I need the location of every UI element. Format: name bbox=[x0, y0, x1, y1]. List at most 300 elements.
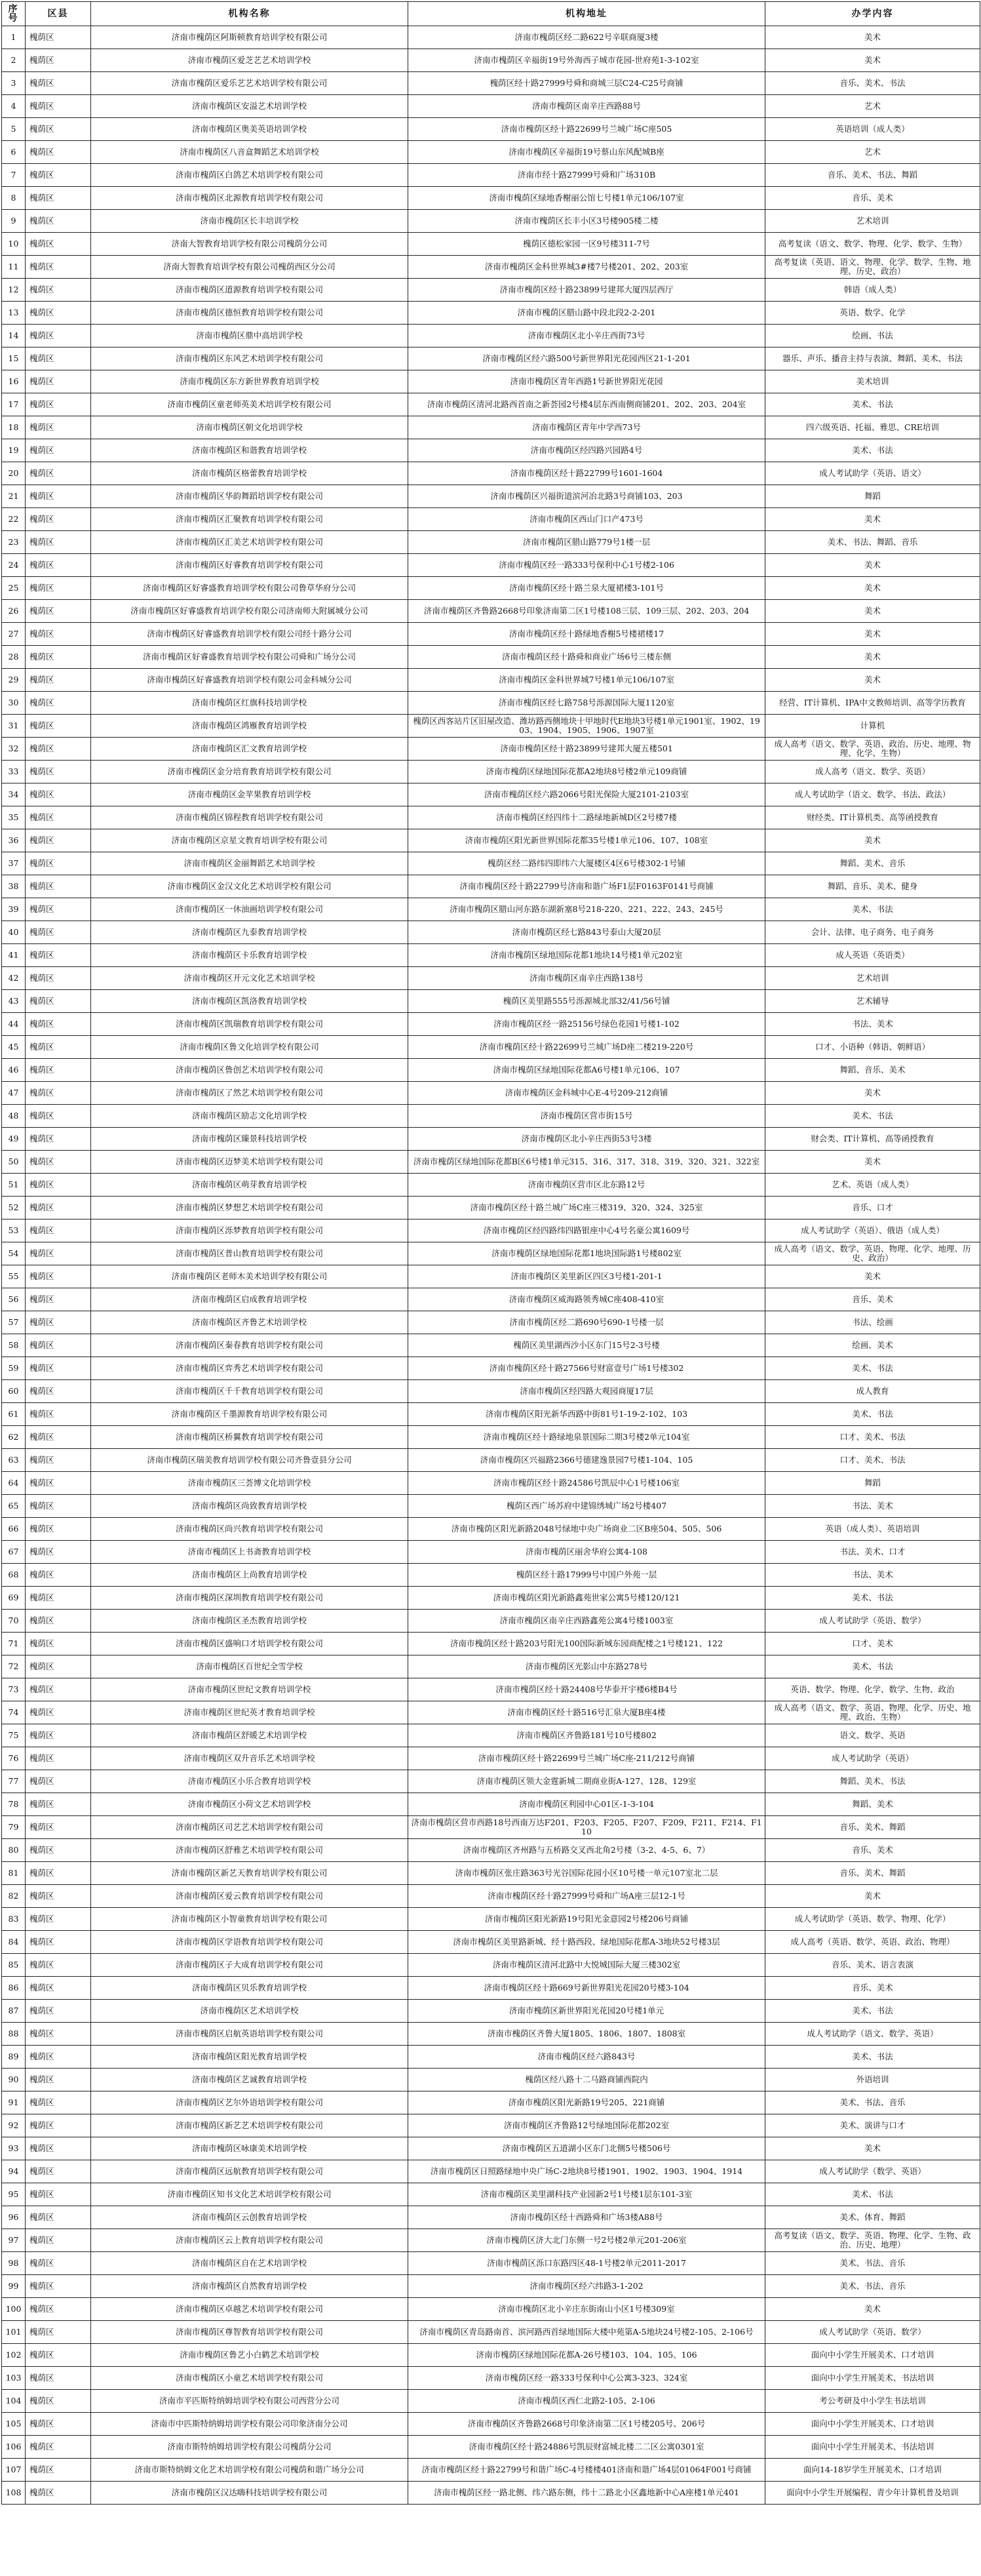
cell-index: 36 bbox=[2, 829, 26, 852]
table-row bbox=[2, 2137, 980, 2160]
cell-course-content: 成人考试助学（数学、英语） bbox=[765, 2160, 980, 2183]
cell-district: 槐荫区 bbox=[26, 2413, 91, 2436]
table-row bbox=[2, 1839, 980, 1862]
cell-index: 34 bbox=[2, 783, 26, 806]
table-row bbox=[2, 967, 980, 990]
table-row bbox=[2, 1449, 980, 1472]
cell-course-content: 绘画、美术 bbox=[765, 1334, 980, 1357]
cell-district: 槐荫区 bbox=[26, 554, 91, 577]
cell-district: 槐荫区 bbox=[26, 233, 91, 256]
cell-district: 槐荫区 bbox=[26, 279, 91, 302]
cell-course-content: 艺术、英语（成人类） bbox=[765, 1174, 980, 1197]
cell-course-content: 艺术 bbox=[765, 95, 980, 118]
cell-institution-name: 济南市中匹斯特纳姆培训学校有限公司印象济南分公司 bbox=[91, 2413, 408, 2436]
cell-course-content: 书法、美术 bbox=[765, 1495, 980, 1518]
cell-district: 槐荫区 bbox=[26, 1587, 91, 1610]
cell-district: 槐荫区 bbox=[26, 715, 91, 738]
cell-institution-address: 济南市槐荫区美里湖科技产业园新2号1号楼1层东101-3室 bbox=[408, 2183, 765, 2206]
cell-course-content: 成人考试助学（英语）、俄语（成人类） bbox=[765, 1219, 980, 1242]
cell-course-content: 音乐、美术、舞蹈 bbox=[765, 1816, 980, 1839]
cell-district: 槐荫区 bbox=[26, 118, 91, 141]
cell-course-content: 考公考研及中小学生书法培训 bbox=[765, 2390, 980, 2413]
cell-index: 99 bbox=[2, 2275, 26, 2298]
cell-index: 31 bbox=[2, 715, 26, 738]
cell-institution-name: 济南市槐荫区司艺艺术培训学校有限公司 bbox=[91, 1816, 408, 1839]
cell-course-content: 成人考试助学（英语、语文） bbox=[765, 462, 980, 485]
cell-institution-name: 济南市槐荫区锦程教育培训学校有限公司 bbox=[91, 806, 408, 829]
cell-index: 13 bbox=[2, 302, 26, 325]
cell-institution-address: 济南市槐荫区北小辛庄西街73号 bbox=[408, 325, 765, 347]
cell-index: 72 bbox=[2, 1655, 26, 1678]
cell-institution-address: 济南市槐荫区阳光新路2048号绿地中央广场商业二区B座504、505、506 bbox=[408, 1518, 765, 1541]
table-row bbox=[2, 990, 980, 1013]
cell-institution-address: 济南市槐荫区绿地国际花都A-26号楼103、104、105、106 bbox=[408, 2344, 765, 2367]
cell-institution-name: 济南市槐荫区百世纪全雪学校 bbox=[91, 1655, 408, 1678]
cell-course-content: 英语培训（成人类） bbox=[765, 118, 980, 141]
cell-institution-name: 济南市槐荫区梦想艺术培训学校有限公司 bbox=[91, 1197, 408, 1219]
cell-institution-name: 济南市槐荫区双升音乐艺术培训学校 bbox=[91, 1747, 408, 1770]
cell-institution-name: 济南市槐荫区贝乐教育培训学校 bbox=[91, 1977, 408, 2000]
cell-district: 槐荫区 bbox=[26, 1518, 91, 1541]
cell-course-content: 成人高考（语文、数学、英语、物理、化学、历史、地理、政治、生物） bbox=[765, 1701, 980, 1724]
cell-course-content: 口才、小语种（韩语、朝鲜语） bbox=[765, 1036, 980, 1059]
cell-institution-name: 济南市槐荫区启成教育培训学校 bbox=[91, 1288, 408, 1311]
cell-index: 29 bbox=[2, 669, 26, 692]
cell-institution-address: 济南市槐荫区阳光新世界国际花都35号楼1单元106、107、108室 bbox=[408, 829, 765, 852]
cell-index: 62 bbox=[2, 1426, 26, 1449]
cell-institution-address: 济南市槐荫区经十路22699号兰城广场C座-211/212号商铺 bbox=[408, 1747, 765, 1770]
cell-institution-address: 济南市槐荫区经十路669号新世界阳光花园20号楼3-104 bbox=[408, 1977, 765, 2000]
cell-index: 3 bbox=[2, 72, 26, 95]
cell-district: 槐荫区 bbox=[26, 577, 91, 600]
cell-course-content: 美术 bbox=[765, 1082, 980, 1105]
cell-institution-name: 济南市槐荫区和谐教育培训学校 bbox=[91, 439, 408, 462]
cell-index: 18 bbox=[2, 416, 26, 439]
cell-course-content: 美术、书法 bbox=[765, 1357, 980, 1380]
cell-district: 槐荫区 bbox=[26, 1793, 91, 1816]
table-row bbox=[2, 2091, 980, 2114]
cell-institution-name: 济南市槐荫区鼎中高培训学校 bbox=[91, 325, 408, 347]
cell-course-content: 成人高考（语文、数学、英语、政治、历史、地理、物理、化学、生物） bbox=[765, 738, 980, 761]
cell-institution-address: 济南市槐荫区长丰小区3号楼905楼二楼 bbox=[408, 210, 765, 233]
cell-institution-name: 济南市槐荫区了然艺术培训学校有限公司 bbox=[91, 1082, 408, 1105]
cell-index: 65 bbox=[2, 1495, 26, 1518]
cell-institution-address: 济南市槐荫区清河北路西首南之新荟园2号楼4层东西南侧商铺201、202、203、204室 bbox=[408, 393, 765, 416]
cell-institution-address: 济南市槐荫区经二路622号辛联商厦3楼 bbox=[408, 26, 765, 49]
cell-institution-address: 槐荫区经十路17999号中国户外苑一层 bbox=[408, 1564, 765, 1587]
cell-institution-address: 济南市槐荫区美里新区四区3号楼1-201-1 bbox=[408, 1265, 765, 1288]
cell-institution-address: 济南市槐荫区西山门口产473号 bbox=[408, 508, 765, 531]
cell-course-content: 成人教育 bbox=[765, 1380, 980, 1403]
cell-institution-name: 济南市槐荫区子大成育培训学校有限公司 bbox=[91, 1954, 408, 1977]
cell-district: 槐荫区 bbox=[26, 1655, 91, 1678]
cell-district: 槐荫区 bbox=[26, 1265, 91, 1288]
cell-course-content: 音乐、美术 bbox=[765, 187, 980, 210]
cell-index: 82 bbox=[2, 1885, 26, 1908]
cell-course-content: 成人考试助学（语文、数学、英语） bbox=[765, 2023, 980, 2046]
cell-index: 78 bbox=[2, 1793, 26, 1816]
cell-institution-name: 济南市槐荫区爱云教育培训学校有限公司 bbox=[91, 1885, 408, 1908]
table-row bbox=[2, 118, 980, 141]
cell-index: 48 bbox=[2, 1105, 26, 1128]
cell-institution-address: 济南市槐荫区经十路22699号兰城广场C座505 bbox=[408, 118, 765, 141]
cell-district: 槐荫区 bbox=[26, 187, 91, 210]
cell-district: 槐荫区 bbox=[26, 1288, 91, 1311]
table-row bbox=[2, 715, 980, 738]
cell-institution-name: 济南市槐荫区东风艺术培训学校有限公司 bbox=[91, 347, 408, 370]
table-row bbox=[2, 1403, 980, 1426]
cell-district: 槐荫区 bbox=[26, 1197, 91, 1219]
cell-index: 28 bbox=[2, 646, 26, 669]
cell-institution-address: 济南市槐荫区经四路兴园路4号 bbox=[408, 439, 765, 462]
table-row bbox=[2, 1174, 980, 1197]
cell-institution-name: 济南市槐荫区萌芽教育培训学校 bbox=[91, 1174, 408, 1197]
cell-index: 77 bbox=[2, 1770, 26, 1793]
cell-index: 81 bbox=[2, 1862, 26, 1885]
cell-institution-name: 济南市槐荫区自在艺术培训学校 bbox=[91, 2252, 408, 2275]
table-row bbox=[2, 2321, 980, 2344]
cell-district: 槐荫区 bbox=[26, 738, 91, 761]
cell-district: 槐荫区 bbox=[26, 967, 91, 990]
cell-institution-address: 济南市槐荫区经六纬路3-1-202 bbox=[408, 2275, 765, 2298]
cell-index: 6 bbox=[2, 141, 26, 164]
cell-institution-address: 济南市经十路27999号舜和广场310B bbox=[408, 164, 765, 187]
cell-institution-name: 济南市槐荫区云创教育培训学校 bbox=[91, 2206, 408, 2229]
cell-course-content: 面向中小学生开展美术、口才培训 bbox=[765, 2344, 980, 2367]
table-row bbox=[2, 1701, 980, 1724]
cell-course-content: 美术 bbox=[765, 2137, 980, 2160]
cell-institution-name: 济南市槐荫区艺诚教育培训学校 bbox=[91, 2069, 408, 2091]
cell-district: 槐荫区 bbox=[26, 302, 91, 325]
cell-course-content: 舞蹈、音乐、美术、健身 bbox=[765, 875, 980, 898]
cell-index: 51 bbox=[2, 1174, 26, 1197]
cell-institution-address: 济南市槐荫区经七路843号泰山大厦20层 bbox=[408, 921, 765, 944]
cell-institution-name: 济南市槐荫区白鸽艺术培训学校有限公司 bbox=[91, 164, 408, 187]
cell-index: 69 bbox=[2, 1587, 26, 1610]
cell-index: 14 bbox=[2, 325, 26, 347]
cell-institution-name: 济南市槐荫区金汉文化艺术培训学校有限公司 bbox=[91, 875, 408, 898]
header-institution-name: 机构名称 bbox=[91, 2, 408, 26]
table-row bbox=[2, 462, 980, 485]
cell-course-content: 成人考试助学（英语、数学） bbox=[765, 2321, 980, 2344]
cell-institution-name: 济南市槐荫区泺梦教育培训学校有限公司 bbox=[91, 1219, 408, 1242]
cell-district: 槐荫区 bbox=[26, 1747, 91, 1770]
cell-index: 30 bbox=[2, 692, 26, 715]
cell-institution-name: 济南市槐荫区鲁创艺术培训学校有限公司 bbox=[91, 1059, 408, 1082]
cell-institution-address: 济南市槐荫区金科世界城3#楼7号楼201、202、203室 bbox=[408, 256, 765, 279]
cell-course-content: 音乐、美术、书法、舞蹈 bbox=[765, 164, 980, 187]
table-row bbox=[2, 1518, 980, 1541]
cell-index: 94 bbox=[2, 2160, 26, 2183]
table-row bbox=[2, 806, 980, 829]
table-row bbox=[2, 95, 980, 118]
cell-institution-name: 济南市槐荫区格蕾教育培训学校 bbox=[91, 462, 408, 485]
cell-institution-address: 济南市槐荫区绿地国际花都1地块国际路1号楼802室 bbox=[408, 1242, 765, 1265]
cell-index: 86 bbox=[2, 1977, 26, 2000]
table-row bbox=[2, 1472, 980, 1495]
cell-institution-address: 济南市槐荫区辛福街19号外海西子城市花园-世府苑1-3-102室 bbox=[408, 49, 765, 72]
cell-district: 槐荫区 bbox=[26, 370, 91, 393]
cell-district: 槐荫区 bbox=[26, 1977, 91, 2000]
cell-institution-name: 济南市斯特纳姆培训学校有限公司槐荫分公司 bbox=[91, 2436, 408, 2459]
cell-institution-name: 济南市槐荫区卡乐教育培训学校 bbox=[91, 944, 408, 967]
cell-institution-name: 济南市槐荫区老师木美术培训学校有限公司 bbox=[91, 1265, 408, 1288]
cell-institution-name: 济南市槐荫区华韵舞蹈培训学校有限公司 bbox=[91, 485, 408, 508]
cell-institution-address: 济南市槐荫区齐鲁大厦1805、1806、1807、1808室 bbox=[408, 2023, 765, 2046]
cell-institution-address: 济南市槐荫区美里路新城、经十路西段、绿地国际花都A-3地块52号楼3层 bbox=[408, 1931, 765, 1954]
cell-institution-address: 济南市槐荫区济大北门东侧一号2号楼2单元201-206室 bbox=[408, 2229, 765, 2252]
cell-district: 槐荫区 bbox=[26, 1426, 91, 1449]
cell-institution-address: 济南市槐荫区领大金霆新城二期商业街A-127、128、129室 bbox=[408, 1770, 765, 1793]
cell-course-content: 音乐、美术 bbox=[765, 1839, 980, 1862]
table-row bbox=[2, 2275, 980, 2298]
cell-district: 槐荫区 bbox=[26, 600, 91, 623]
cell-institution-name: 济南市槐荫区阳光教育培训学校 bbox=[91, 2046, 408, 2069]
cell-district: 槐荫区 bbox=[26, 921, 91, 944]
table-row bbox=[2, 1242, 980, 1265]
cell-institution-name: 济南市斯特纳姆文化艺术培训学校有限公司槐荫和谐广场分公司 bbox=[91, 2459, 408, 2482]
cell-course-content: 书法、美术 bbox=[765, 1013, 980, 1036]
table-row bbox=[2, 1426, 980, 1449]
cell-district: 槐荫区 bbox=[26, 1701, 91, 1724]
cell-institution-name: 济南市槐荫区小童艺术培训学校有限公司 bbox=[91, 2367, 408, 2390]
cell-institution-name: 济南市槐荫区京星文教育培训学校有限公司 bbox=[91, 829, 408, 852]
table-row bbox=[2, 439, 980, 462]
cell-district: 槐荫区 bbox=[26, 1059, 91, 1082]
cell-course-content: 财经类、IT计算机类、高等函授教育 bbox=[765, 806, 980, 829]
cell-course-content: 高考复读（语文、数学、物理、化学、数学、生物） bbox=[765, 233, 980, 256]
cell-institution-address: 济南市槐荫区经十路24886号凯辰财富城北楼二二区公寓0301室 bbox=[408, 2436, 765, 2459]
cell-index: 25 bbox=[2, 577, 26, 600]
table-row bbox=[2, 2390, 980, 2413]
cell-course-content: 音乐、美术 bbox=[765, 1288, 980, 1311]
table-row bbox=[2, 1633, 980, 1655]
cell-district: 槐荫区 bbox=[26, 944, 91, 967]
cell-institution-name: 济南市槐荫区鲁艺小白鹤艺术培训学校 bbox=[91, 2344, 408, 2367]
cell-course-content: 财会类、IT计算机、高等函授教育 bbox=[765, 1128, 980, 1151]
cell-index: 32 bbox=[2, 738, 26, 761]
cell-institution-name: 济南市槐荫区北源教育培训学校有限公司 bbox=[91, 187, 408, 210]
cell-index: 80 bbox=[2, 1839, 26, 1862]
table-row bbox=[2, 2046, 980, 2069]
cell-institution-address: 济南市槐荫区威海路领秀城C座408-410室 bbox=[408, 1288, 765, 1311]
cell-institution-address: 济南市槐荫区新世界阳光花园20号楼1单元 bbox=[408, 2000, 765, 2023]
cell-institution-name: 济南市槐荫区爱芝艺艺术培训学校 bbox=[91, 49, 408, 72]
cell-district: 槐荫区 bbox=[26, 1770, 91, 1793]
cell-institution-name: 济南市槐荫区尚致教育培训学校 bbox=[91, 1495, 408, 1518]
cell-institution-address: 济南市槐荫区日照路绿地中央广场C-2地块8号楼1901、1902、1903、1904、1914 bbox=[408, 2160, 765, 2183]
cell-course-content: 音乐、口才 bbox=[765, 1197, 980, 1219]
cell-index: 76 bbox=[2, 1747, 26, 1770]
cell-index: 55 bbox=[2, 1265, 26, 1288]
cell-institution-name: 济南市槐荫区深圳教育培训学校有限公司 bbox=[91, 1587, 408, 1610]
cell-institution-name: 济南市槐荫区迈梦美术培训学校有限公司 bbox=[91, 1151, 408, 1174]
cell-index: 64 bbox=[2, 1472, 26, 1495]
cell-institution-name: 济南市槐荫区小智童教育培训学校有限公司 bbox=[91, 1908, 408, 1931]
cell-index: 27 bbox=[2, 623, 26, 646]
cell-course-content: 美术培训 bbox=[765, 370, 980, 393]
cell-institution-address: 济南市槐荫区绿地国际花都B区6号楼1单元315、316、317、318、319、320、321、322室 bbox=[408, 1151, 765, 1174]
cell-institution-address: 济南市槐荫区腊山路中段北段2-2-201 bbox=[408, 302, 765, 325]
table-header bbox=[2, 2, 980, 26]
cell-institution-name: 济南市槐荫区好睿盛教育培训学校有限公司舜和广场分公司 bbox=[91, 646, 408, 669]
table-row bbox=[2, 256, 980, 279]
cell-district: 槐荫区 bbox=[26, 256, 91, 279]
cell-institution-address: 槐荫区经十路27999号舜和商城三层C24-C25号商铺 bbox=[408, 72, 765, 95]
cell-district: 槐荫区 bbox=[26, 2459, 91, 2482]
table-row bbox=[2, 1128, 980, 1151]
cell-district: 槐荫区 bbox=[26, 2114, 91, 2137]
cell-course-content: 美术 bbox=[765, 2298, 980, 2321]
table-row bbox=[2, 49, 980, 72]
table-row bbox=[2, 1541, 980, 1564]
cell-district: 槐荫区 bbox=[26, 1311, 91, 1334]
cell-institution-name: 济南市槐荫区东方新世界教育培训学校 bbox=[91, 370, 408, 393]
cell-course-content: 美术、书法 bbox=[765, 2046, 980, 2069]
table-row bbox=[2, 2459, 980, 2482]
cell-institution-name: 济南市槐荫区臻景科技培训学校 bbox=[91, 1128, 408, 1151]
table-row bbox=[2, 852, 980, 875]
cell-institution-name: 济南市槐荫区小荷文艺术培训学校 bbox=[91, 1793, 408, 1816]
cell-course-content: 美术、书法 bbox=[765, 1105, 980, 1128]
cell-institution-address: 济南市槐荫区经十路23899号建邦大厦五楼501 bbox=[408, 738, 765, 761]
cell-institution-address: 济南市槐荫区绿地国际花都A2地块8号楼2单元109商铺 bbox=[408, 761, 765, 783]
cell-course-content: 成人英语（英语类） bbox=[765, 944, 980, 967]
cell-index: 42 bbox=[2, 967, 26, 990]
cell-institution-name: 济南市槐荫区好睿盛教育培训学校有限公司鲁草华府分公司 bbox=[91, 577, 408, 600]
cell-district: 槐荫区 bbox=[26, 2298, 91, 2321]
cell-institution-address: 济南市槐荫区经十路23899号建邦大厦四层西厅 bbox=[408, 279, 765, 302]
header-index: 序号 bbox=[2, 2, 26, 26]
table-row bbox=[2, 738, 980, 761]
cell-institution-name: 济南市槐荫区金丽舞蹈艺术培训学校 bbox=[91, 852, 408, 875]
cell-index: 61 bbox=[2, 1403, 26, 1426]
cell-institution-name: 济南市槐荫区奥美英语培训学校 bbox=[91, 118, 408, 141]
cell-course-content: 成人高考（语文、数学、英语、物理、化学、地理、历史、政治） bbox=[765, 1242, 980, 1265]
cell-institution-address: 济南市槐荫区青岛路南首、滨河路西首绿地国际大楼中苑第A-5地块24号楼2-105、2-106号 bbox=[408, 2321, 765, 2344]
cell-district: 槐荫区 bbox=[26, 2000, 91, 2023]
table-row bbox=[2, 1816, 980, 1839]
cell-index: 90 bbox=[2, 2069, 26, 2091]
cell-index: 15 bbox=[2, 347, 26, 370]
cell-institution-address: 济南市槐荫区清河北路中大悦城国际大厦三楼302室 bbox=[408, 1954, 765, 1977]
cell-institution-address: 济南市槐荫区经十路兰泉大厦裙楼3-101号 bbox=[408, 577, 765, 600]
table-row bbox=[2, 761, 980, 783]
table-row bbox=[2, 210, 980, 233]
cell-institution-address: 济南市槐荫区经十路27566号财富壹号广场1号楼302 bbox=[408, 1357, 765, 1380]
cell-institution-name: 济南市槐荫区上书斋教育培训学校 bbox=[91, 1541, 408, 1564]
cell-district: 槐荫区 bbox=[26, 1082, 91, 1105]
cell-index: 79 bbox=[2, 1816, 26, 1839]
cell-institution-address: 济南市槐荫区经七路758号泺源国际大厦1120室 bbox=[408, 692, 765, 715]
cell-course-content: 器乐、声乐、播音主持与表演、舞蹈、美术、书法 bbox=[765, 347, 980, 370]
cell-district: 槐荫区 bbox=[26, 875, 91, 898]
cell-institution-name: 济南市槐荫区阿斯顿教育培训学校有限公司 bbox=[91, 26, 408, 49]
cell-index: 60 bbox=[2, 1380, 26, 1403]
cell-institution-address: 槐荫区经八路十二马路商铺西院内 bbox=[408, 2069, 765, 2091]
cell-institution-name: 济南市槐荫区卓越艺术培训学校有限公司 bbox=[91, 2298, 408, 2321]
cell-institution-address: 济南市槐荫区经十路22799号1601-1604 bbox=[408, 462, 765, 485]
cell-course-content: 美术、演讲与口才 bbox=[765, 2114, 980, 2137]
cell-district: 槐荫区 bbox=[26, 416, 91, 439]
cell-index: 97 bbox=[2, 2229, 26, 2252]
cell-index: 105 bbox=[2, 2413, 26, 2436]
cell-course-content: 面向中小学生开展编程、青少年计算机普及培训 bbox=[765, 2482, 980, 2505]
cell-index: 87 bbox=[2, 2000, 26, 2023]
table-row bbox=[2, 72, 980, 95]
cell-course-content: 艺术辅导 bbox=[765, 990, 980, 1013]
cell-district: 槐荫区 bbox=[26, 1174, 91, 1197]
table-row bbox=[2, 2413, 980, 2436]
cell-district: 槐荫区 bbox=[26, 1472, 91, 1495]
cell-index: 35 bbox=[2, 806, 26, 829]
cell-course-content: 舞蹈 bbox=[765, 485, 980, 508]
cell-district: 槐荫区 bbox=[26, 1242, 91, 1265]
cell-institution-address: 济南市槐荫区经十西路舜和广场3楼A88号 bbox=[408, 2206, 765, 2229]
table-row bbox=[2, 692, 980, 715]
cell-institution-address: 济南市槐荫区北小辛庄西街53号3楼 bbox=[408, 1128, 765, 1151]
cell-course-content: 语文、数学、英语 bbox=[765, 1724, 980, 1747]
cell-course-content: 音乐、美术、语言表演 bbox=[765, 1954, 980, 1977]
cell-district: 槐荫区 bbox=[26, 1564, 91, 1587]
table-row bbox=[2, 898, 980, 921]
cell-institution-name: 济南市槐荫区学语教育培训学校有限公司 bbox=[91, 1931, 408, 1954]
table-row bbox=[2, 370, 980, 393]
cell-institution-name: 济南市槐荫区九泰教育培训学校 bbox=[91, 921, 408, 944]
table-row bbox=[2, 921, 980, 944]
cell-district: 槐荫区 bbox=[26, 692, 91, 715]
cell-institution-address: 济南市槐荫区绿地国际花都1地块14号楼1单元202室 bbox=[408, 944, 765, 967]
cell-institution-address: 济南市槐荫区阳光新路19号阳光金意园2号楼206号商铺 bbox=[408, 1908, 765, 1931]
cell-index: 39 bbox=[2, 898, 26, 921]
cell-institution-address: 济南市槐荫区丽舍华府公寓4-108 bbox=[408, 1541, 765, 1564]
cell-district: 槐荫区 bbox=[26, 761, 91, 783]
cell-institution-address: 济南市槐荫区南辛庄西路鑫苑公寓4号楼1003室 bbox=[408, 1610, 765, 1633]
cell-institution-address: 槐荫区美里路555号泺源城北部32/41/56号铺 bbox=[408, 990, 765, 1013]
cell-course-content: 面向中小学生开展美术、口才培训 bbox=[765, 2413, 980, 2436]
table-row bbox=[2, 1655, 980, 1678]
cell-district: 槐荫区 bbox=[26, 141, 91, 164]
cell-district: 槐荫区 bbox=[26, 1633, 91, 1655]
cell-institution-address: 槐荫区美里湖西沙小区东门15号2-3号楼 bbox=[408, 1334, 765, 1357]
cell-institution-name: 济南市槐荫区瑞美教育培训学校有限公司齐鲁壹县分公司 bbox=[91, 1449, 408, 1472]
cell-institution-name: 济南大智教育培训学校有限公司槐荫分公司 bbox=[91, 233, 408, 256]
cell-institution-name: 济南市槐荫区盛响口才培训学校有限公司 bbox=[91, 1633, 408, 1655]
cell-institution-address: 济南市槐荫区经十路绿地香榭5号楼裙楼17 bbox=[408, 623, 765, 646]
cell-institution-address: 济南市槐荫区青年中学西73号 bbox=[408, 416, 765, 439]
table-row bbox=[2, 2000, 980, 2023]
table-row bbox=[2, 187, 980, 210]
cell-course-content: 美术 bbox=[765, 669, 980, 692]
cell-index: 38 bbox=[2, 875, 26, 898]
table-row bbox=[2, 2023, 980, 2046]
cell-course-content: 高考复读（英语、语文、物理、化学、数学、生物、地理、历史、政治） bbox=[765, 256, 980, 279]
cell-district: 槐荫区 bbox=[26, 462, 91, 485]
cell-course-content: 成人高考（英语、数学、英语、政治、物理） bbox=[765, 1931, 980, 1954]
cell-district: 槐荫区 bbox=[26, 1541, 91, 1564]
table-row bbox=[2, 2298, 980, 2321]
cell-district: 槐荫区 bbox=[26, 1931, 91, 1954]
cell-course-content: 美术、书法 bbox=[765, 2183, 980, 2206]
cell-institution-address: 济南市槐荫区光影山中东路278号 bbox=[408, 1655, 765, 1678]
cell-index: 58 bbox=[2, 1334, 26, 1357]
cell-institution-address: 济南市槐荫区泺口东路四区48-1号楼2单元2011-2017 bbox=[408, 2252, 765, 2275]
table-row bbox=[2, 1288, 980, 1311]
cell-institution-address: 济南市槐荫区阳光新华西路中街81号1-19-2-102、103 bbox=[408, 1403, 765, 1426]
cell-district: 槐荫区 bbox=[26, 531, 91, 554]
cell-district: 槐荫区 bbox=[26, 26, 91, 49]
cell-institution-address: 济南市槐荫区阳光新路鑫苑世家公寓5号楼120/121 bbox=[408, 1587, 765, 1610]
